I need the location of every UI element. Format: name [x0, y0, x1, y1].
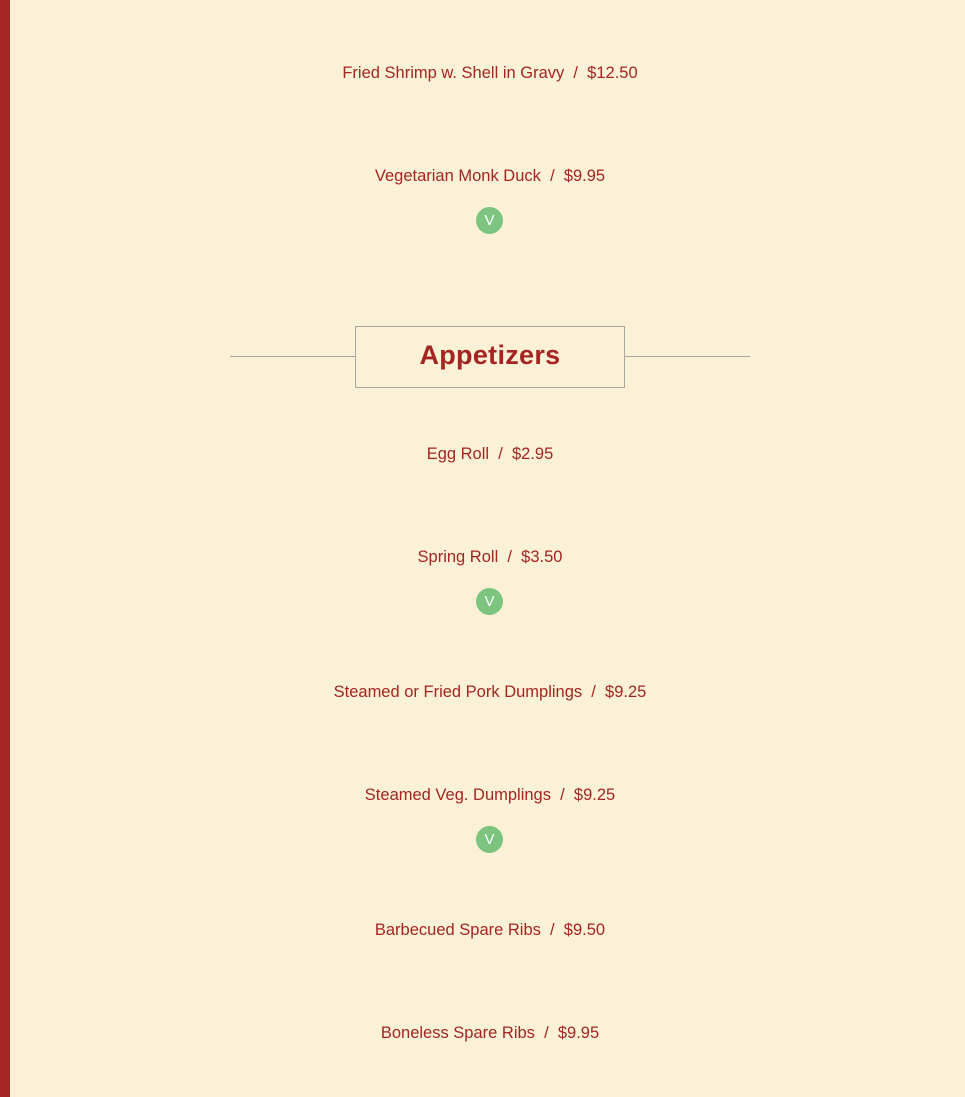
vegetarian-badge-icon: V	[476, 826, 503, 853]
vegetarian-badge-icon: V	[476, 588, 503, 615]
menu-item: Barbecued Spare Ribs / $9.50	[374, 921, 606, 939]
menu-item: Steamed Veg. Dumplings / $9.25	[364, 786, 616, 804]
menu-item: Steamed or Fried Pork Dumplings / $9.25	[333, 683, 647, 701]
menu-item: Fried Shrimp w. Shell in Gravy / $12.50	[342, 64, 638, 82]
section-title: Appetizers	[419, 340, 561, 370]
left-accent-bar	[0, 0, 10, 1097]
section-header-box	[355, 326, 625, 388]
section-divider-right	[625, 356, 750, 357]
menu-item: Spring Roll / $3.50	[417, 548, 563, 566]
section-divider-left	[230, 356, 355, 357]
menu-item: Egg Roll / $2.95	[426, 445, 554, 463]
vegetarian-badge-icon: V	[476, 207, 503, 234]
menu-item: Vegetarian Monk Duck / $9.95	[374, 167, 606, 185]
menu-item: Boneless Spare Ribs / $9.95	[380, 1024, 600, 1042]
